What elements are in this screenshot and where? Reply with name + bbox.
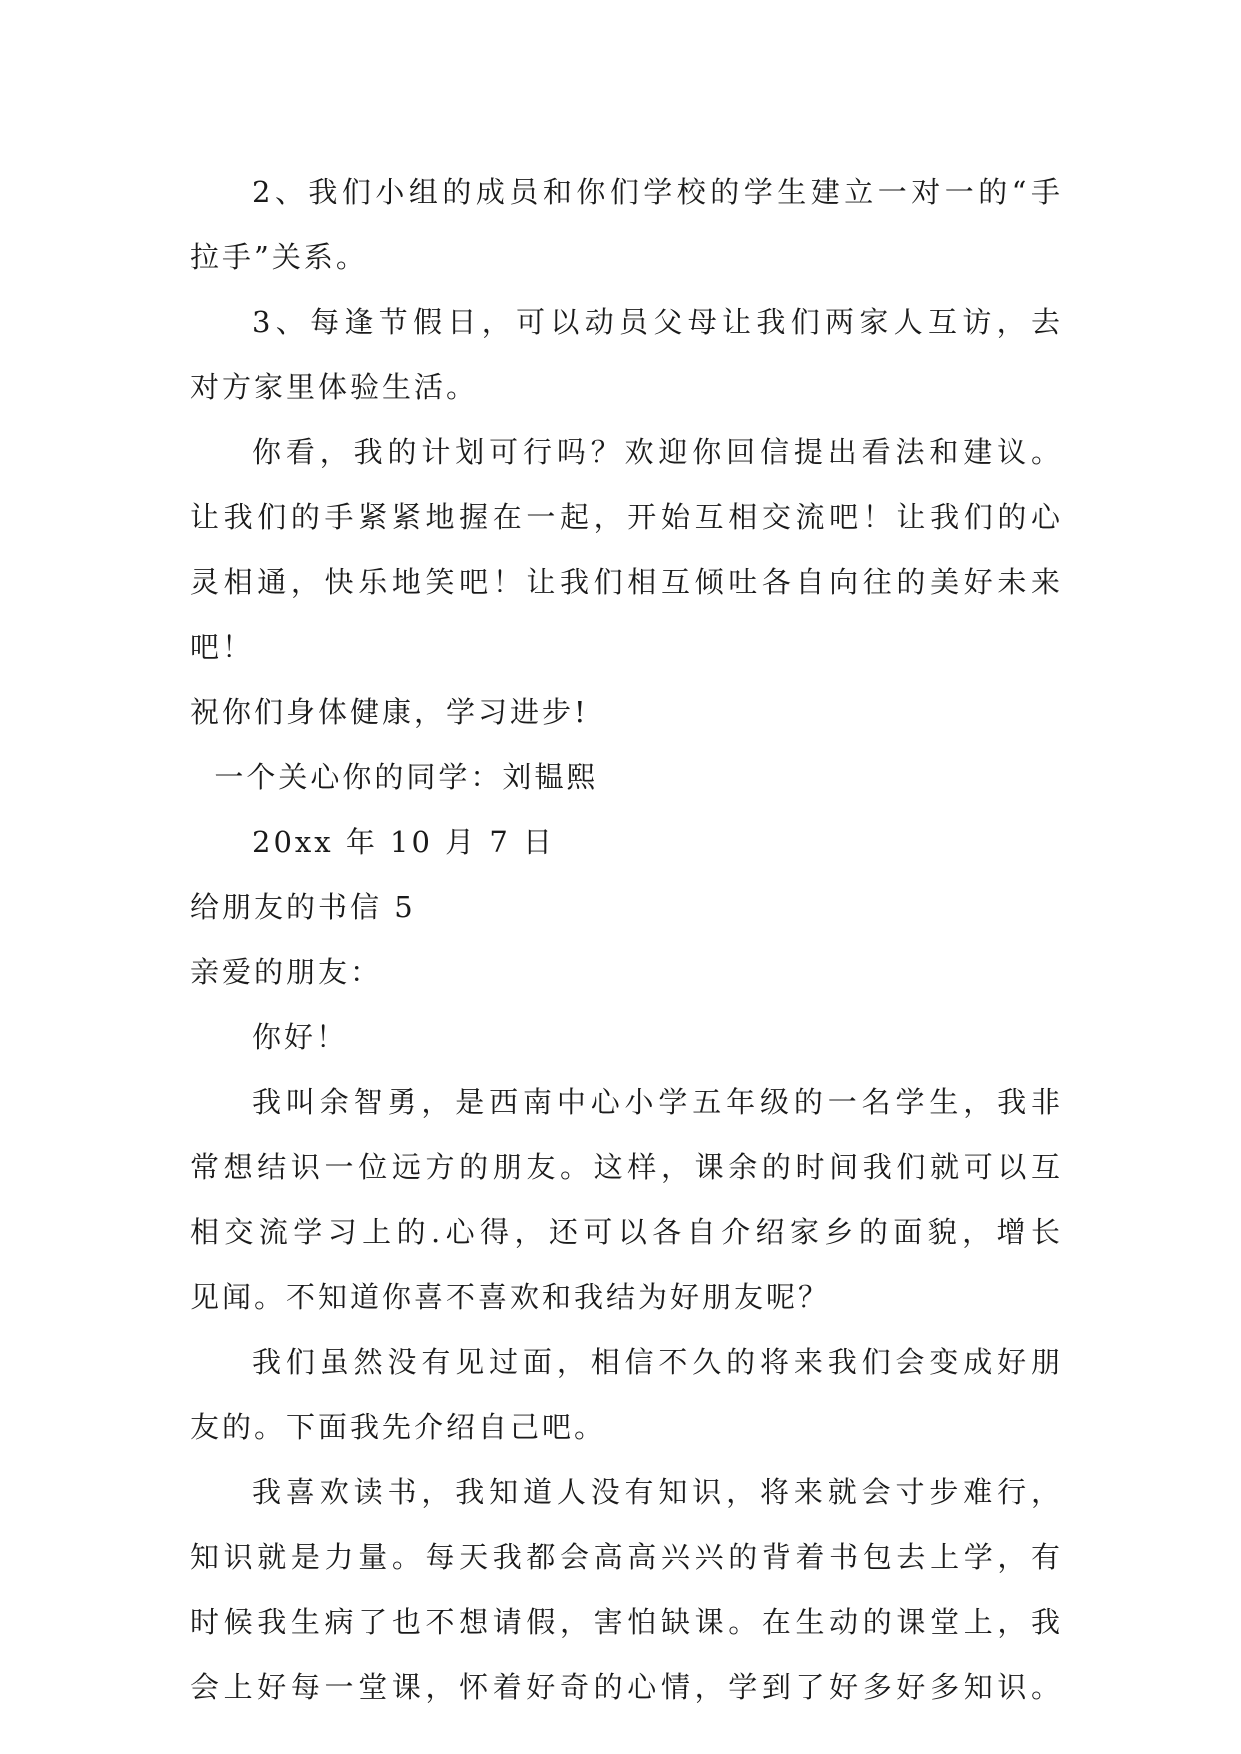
text-line: 让我们的手紧紧地握在一起，开始互相交流吧！让我们的心 [190, 500, 1060, 534]
text-line: 吧！ [190, 630, 255, 664]
text-line: 亲爱的朋友： [190, 955, 383, 989]
text-line: 拉手”关系。 [190, 240, 368, 274]
text-line: 20xx 年 10 月 7 日 [252, 825, 556, 859]
text-line: 常想结识一位远方的朋友。这样，课余的时间我们就可以互 [190, 1150, 1060, 1184]
text-line: 你看，我的计划可行吗？欢迎你回信提出看法和建议。 [252, 435, 1060, 469]
text-line: 对方家里体验生活。 [190, 370, 479, 404]
text-line: 我们虽然没有见过面，相信不久的将来我们会变成好朋 [252, 1345, 1060, 1379]
text-line: 我叫余智勇，是西南中心小学五年级的一名学生，我非 [252, 1085, 1060, 1119]
text-line: 你好！ [252, 1020, 349, 1054]
text-line: 友的。下面我先介绍自己吧。 [190, 1410, 607, 1444]
text-line: 相交流学习上的.心得，还可以各自介绍家乡的面貌，增长 [190, 1215, 1060, 1249]
letter-page [190, 160, 1060, 1720]
text-line: 2、我们小组的成员和你们学校的学生建立一对一的“手 [252, 175, 1060, 209]
text-line: 一个关心你的同学：刘韫熙 [190, 760, 599, 794]
text-line: 知识就是力量。每天我都会高高兴兴的背着书包去上学，有 [190, 1540, 1060, 1574]
text-line: 给朋友的书信 5 [190, 890, 416, 924]
text-line: 我喜欢读书，我知道人没有知识，将来就会寸步难行， [252, 1475, 1060, 1509]
text-line: 会上好每一堂课，怀着好奇的心情，学到了好多好多知识。 [190, 1670, 1060, 1704]
text-line: 3、每逢节假日，可以动员父母让我们两家人互访，去 [252, 305, 1060, 339]
text-line: 时候我生病了也不想请假，害怕缺课。在生动的课堂上，我 [190, 1605, 1060, 1639]
text-line: 祝你们身体健康，学习进步! [190, 695, 589, 729]
text-line: 灵相通，快乐地笑吧！让我们相互倾吐各自向往的美好未来 [190, 565, 1060, 599]
text-line: 见闻。不知道你喜不喜欢和我结为好朋友呢？ [190, 1280, 831, 1314]
